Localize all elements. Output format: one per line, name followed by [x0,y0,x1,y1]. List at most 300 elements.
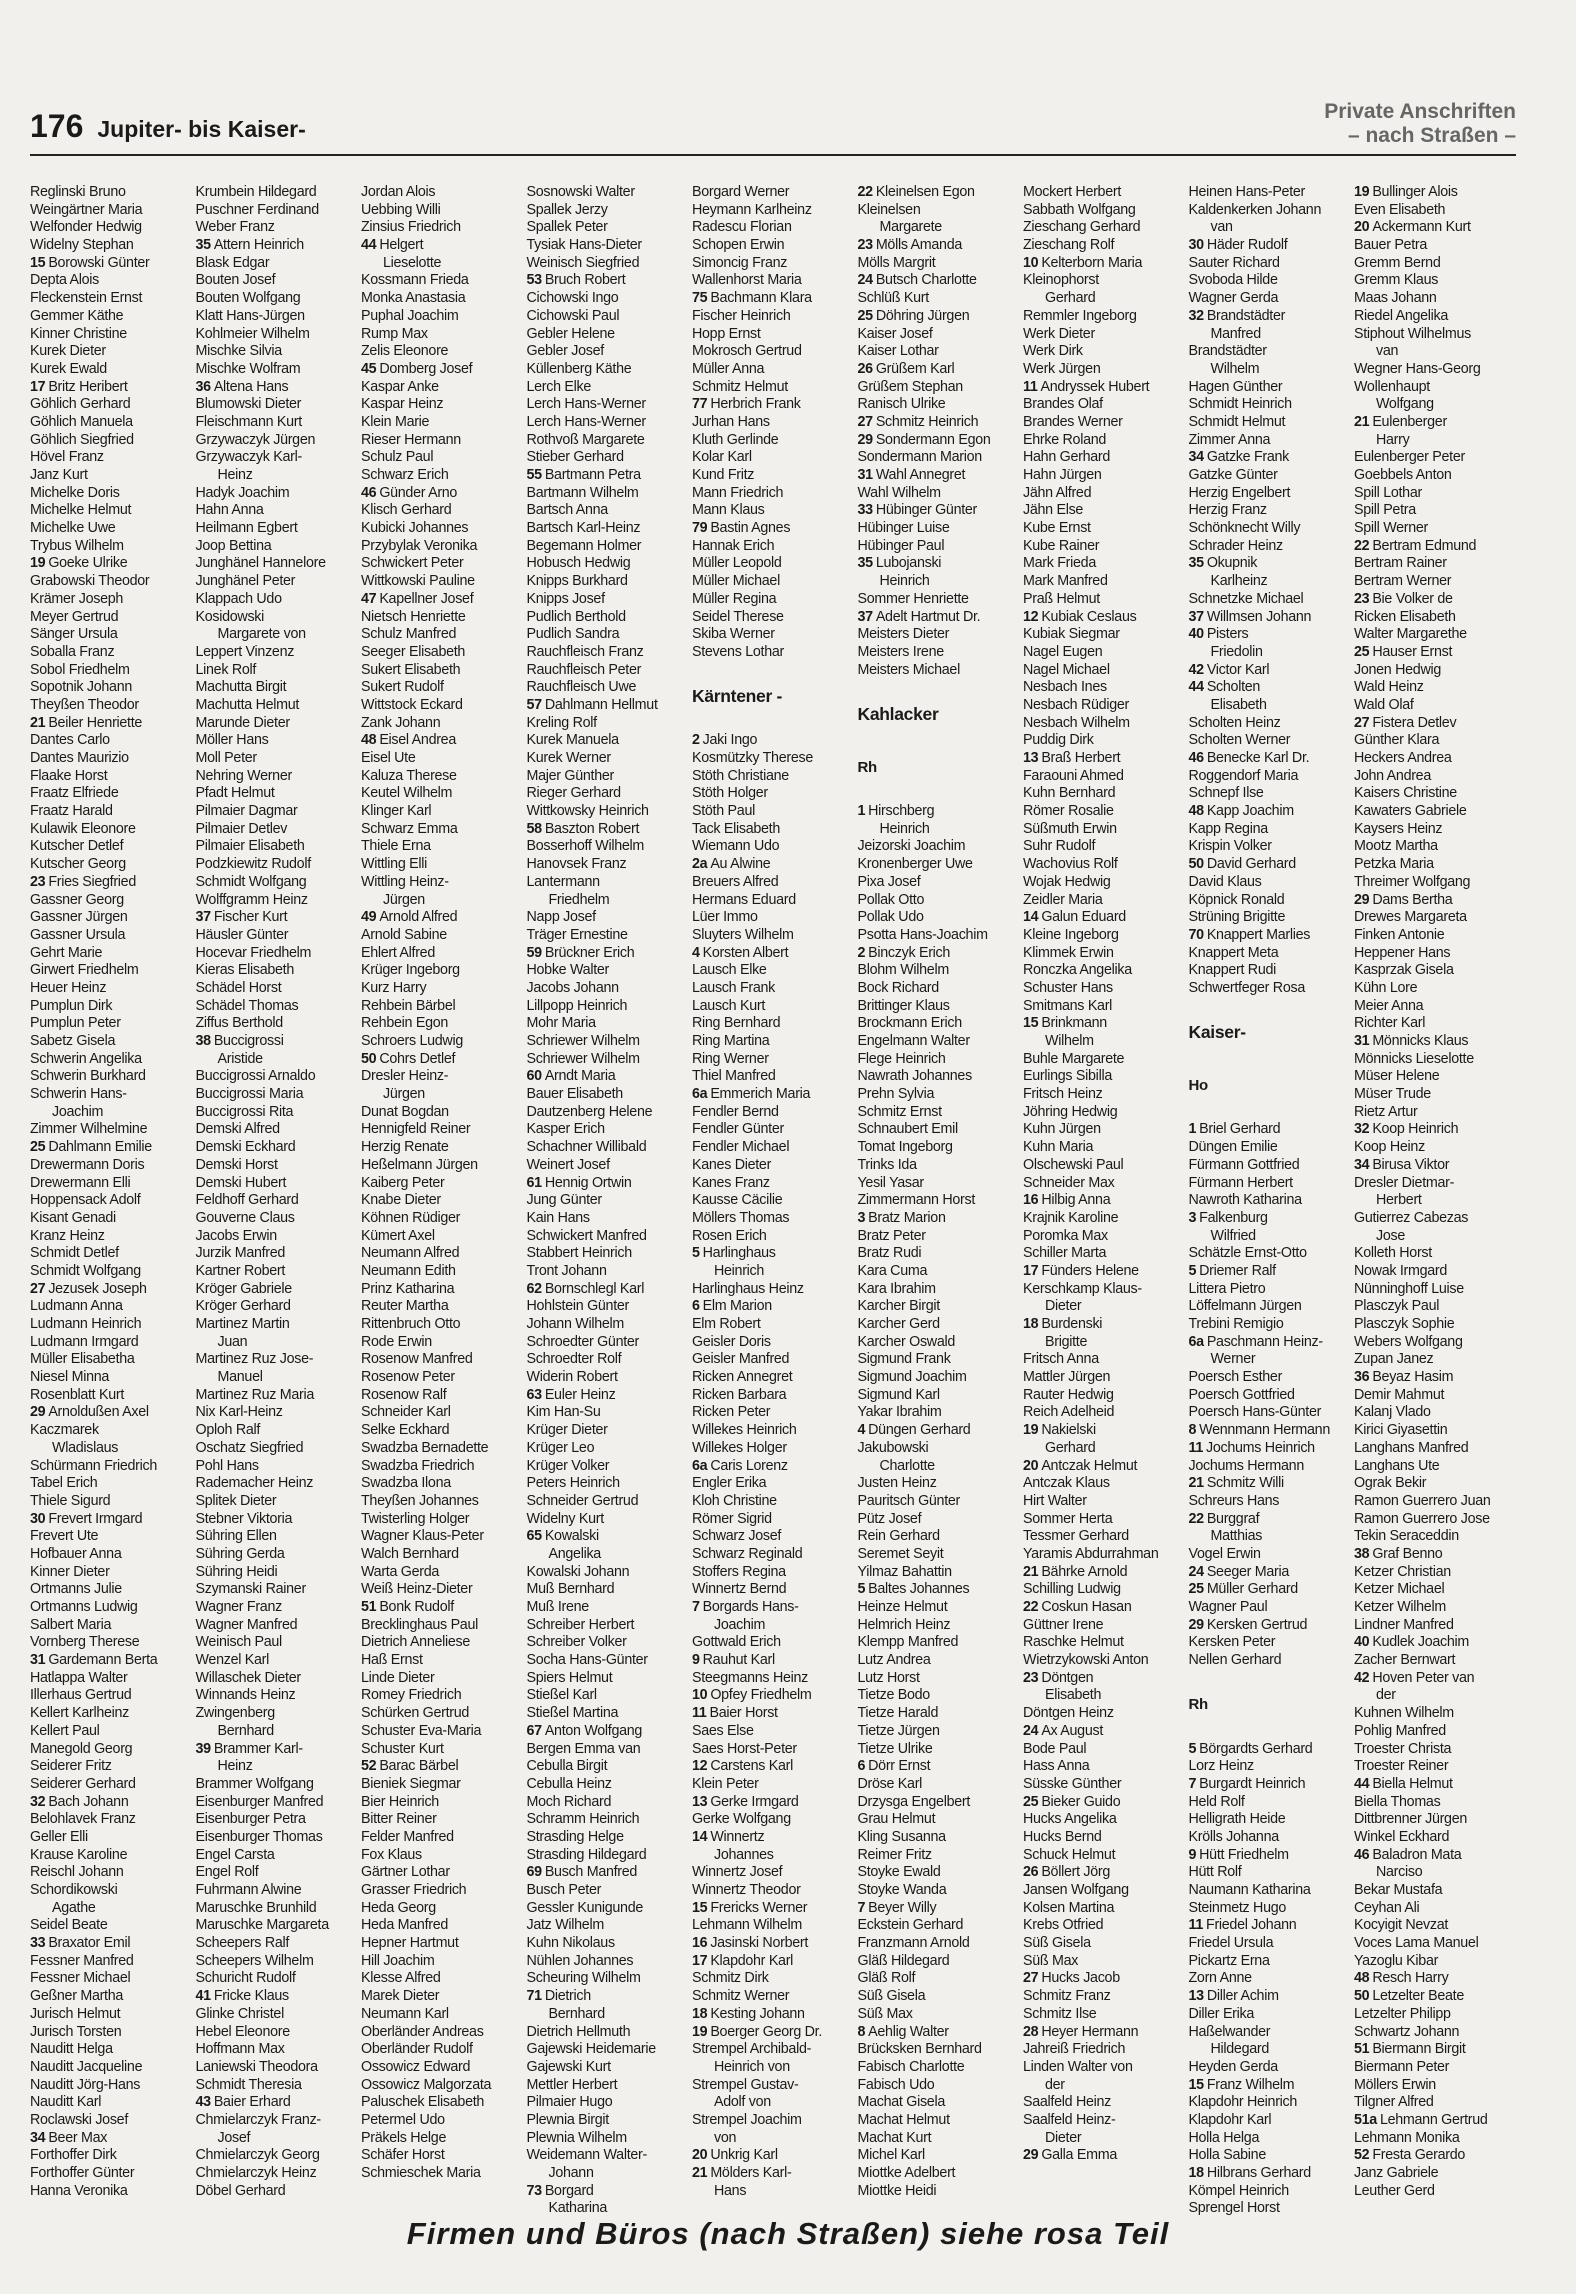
resident-entry: Knappert Rudi [1188,962,1277,979]
resident-entry: Eisenburger Petra [195,1811,306,1828]
resident-entry: Buccigrossi Rita [195,1103,294,1120]
resident-entry: Mattler Jürgen [1023,1369,1111,1386]
resident-entry: Mokrosch Gertrud [692,343,802,360]
resident-entry: Zieschang Gerhard [1023,219,1141,236]
resident-name: Döntgen [1041,1669,1094,1686]
resident-name: Letzelter Beate [1372,1988,1464,2005]
resident-entry: Schmieschek Maria [361,2165,481,2181]
resident-entry: Pilmaier Detlev [195,820,288,837]
resident-entry: Krüger Volker [526,1457,610,1474]
spacer [692,715,858,733]
resident-name: Fries Siegfried [48,873,136,890]
resident-entry: Ricken Barbara [692,1386,787,1403]
resident-entry: Schädel Thomas [195,997,299,1014]
house-number: 16 [692,1935,708,1952]
resident-entry: Lerch Hans-Werner [526,396,646,413]
resident-entry: Krämer Joseph [30,590,124,607]
resident-entry: Twisterling Holger [361,1510,470,1527]
resident-entry: Kisant Genadi [30,1209,116,1226]
resident-entry: Wegner Hans-Georg [1354,360,1481,377]
resident-name: Winnertz [710,1828,765,1845]
resident-entry [361,361,527,379]
resident-entry [1189,1988,1355,2006]
resident-entry: Grabowski Theodor [30,573,150,590]
resident-entry: Maas Johann [1354,290,1437,307]
resident-entry: Kinner Christine [30,325,127,342]
resident-entry [527,272,693,290]
resident-entry: Faraouni Ahmed [1023,767,1124,784]
resident-entry: Kellert Karlheinz [30,1705,129,1722]
directory-column [1023,184,1189,2164]
resident-entry: Kaysers Heinz [1354,820,1443,837]
resident-entry: Jurisch Helmut [30,2005,121,2022]
resident-entry: Saalfeld Heinz [1023,2094,1111,2111]
resident-entry [858,1210,1024,1228]
resident-entry: Borgard Werner [692,184,790,200]
resident-entry: Nauditt Jacqueline [30,2058,143,2075]
resident-entry: Pilmaier Elisabeth [195,838,305,855]
resident-entry: Schürmann Friedrich [30,1457,157,1474]
directory-column [361,184,527,2181]
resident-entry: Rosenblatt Kurt [30,1386,125,1403]
resident-entry: Seidel Beate [30,1917,108,1934]
resident-name: Eulenberger [1372,413,1447,430]
house-number: 23 [1023,1669,1039,1686]
resident-entry: Schädel Horst [195,979,282,996]
resident-name: Aehlig Walter [868,2023,949,2040]
resident-entry: Hohlstein Günter [526,1298,629,1315]
resident-entry: Fleckenstein Ernst [30,290,143,307]
house-number: 22 [1023,1599,1039,1615]
house-number: 50 [1354,1988,1370,2005]
resident-entry: Keutel Wilhelm [361,785,453,802]
resident-entry [1354,2147,1520,2165]
resident-entry [361,1051,527,1069]
resident-entry [1023,255,1189,273]
resident-entry: Zeidler Maria [1023,891,1103,908]
resident-entry: Jonen Hedwig [1354,661,1442,678]
resident-entry: Seiderer Fritz [30,1758,112,1775]
resident-entry: Stießel Karl [526,1687,597,1704]
resident-entry [1189,662,1355,680]
resident-entry: Sosnowski Walter [526,184,635,200]
resident-entry [1023,1015,1189,1033]
resident-name: Ax August [1041,1722,1103,1739]
house-number: 11 [1188,1917,1204,1934]
resident-entry: Linden Walter von [1023,2058,1133,2075]
resident-entry: Schroedter Rolf [526,1351,622,1368]
resident-entry: Schönknecht Willy [1188,520,1301,537]
resident-entry: Sigmund Joachim [857,1369,967,1386]
resident-entry [858,945,1024,963]
resident-entry: Demski Hubert [195,1174,287,1191]
resident-entry: Sommer Herta [1023,1510,1113,1527]
resident-entry [858,2024,1024,2042]
resident-name: Kesting Johann [710,2005,805,2022]
resident-entry: Süß Max [857,2005,913,2022]
resident-entry: Klein Peter [692,1775,759,1792]
resident-entry: Reimer Fritz [857,1846,932,1863]
resident-entry: Junghänel Hannelore [195,555,326,572]
resident-entry: Rehbein Egon [361,1015,449,1032]
resident-entry [1354,219,1520,237]
resident-entry [1354,591,1520,609]
resident-entry: Puschner Ferdinand [195,201,319,218]
resident-name: Jezusek Joseph [48,1280,147,1297]
house-number: 19 [692,2023,708,2040]
resident-entry: Spallek Jerzy [526,201,608,218]
entry-continuation: Friedhelm [548,891,610,908]
resident-entry: Lerch Elke [526,378,592,395]
entry-continuation: Charlotte [879,1457,935,1474]
resident-entry: Grzywaczyk Jürgen [195,431,316,448]
resident-entry: Kaspar Heinz [361,396,444,413]
resident-entry: Pohlig Manfred [1354,1722,1446,1739]
resident-entry: Schulz Paul [361,449,434,466]
resident-entry [1354,1121,1520,1139]
resident-name: Müller Gerhard [1206,1581,1298,1598]
resident-entry: Biermann Peter [1354,2058,1450,2075]
resident-entry: Geisler Doris [692,1333,771,1350]
resident-entry: Weidemann Walter- [526,2147,647,2164]
resident-entry: Jurhan Hans [692,413,770,430]
resident-entry: Lutz Horst [857,1669,920,1686]
house-number: 21 [1023,1563,1039,1580]
resident-entry: Mark Frieda [1023,555,1096,572]
resident-entry [692,856,858,874]
house-number: 73 [526,2182,542,2199]
resident-entry: Lausch Kurt [692,997,765,1014]
resident-entry: Nesbach Rüdiger [1023,696,1129,713]
resident-entry: Grzywaczyk Karl- [195,449,302,466]
house-number: 24 [857,272,873,289]
resident-name: Bie Volker de [1372,590,1453,607]
resident-entry: Jochums Hermann [1188,1457,1304,1474]
resident-entry: Kümert Axel [361,1227,435,1244]
resident-entry: Hocevar Friedhelm [195,944,312,961]
resident-entry: Schreiber Volker [526,1634,627,1651]
resident-entry: Nagel Michael [1023,661,1110,678]
resident-entry [1354,892,1520,910]
resident-name: Bachmann Klara [710,290,812,307]
resident-entry: Fendler Bernd [692,1103,779,1120]
resident-entry: Riedel Angelika [1354,307,1449,324]
house-number: 13 [1188,1988,1204,2005]
entry-continuation: Matthias [1210,1528,1263,1545]
resident-entry: Mölls Margrit [857,254,936,271]
resident-entry [1354,1670,1520,1688]
house-number: 20 [1023,1457,1039,1474]
house-number: 32 [30,1793,46,1810]
resident-entry: Saes Else [692,1722,754,1739]
house-number: 55 [526,467,542,483]
resident-entry: Seremet Seyit [857,1545,944,1562]
resident-name: Hilbrans Gerhard [1206,2165,1311,2182]
house-number: 37 [195,909,211,926]
resident-entry: Müser Trude [1354,1086,1431,1103]
resident-entry: Kanes Franz [692,1174,770,1191]
resident-entry [30,255,196,273]
resident-entry [196,379,362,397]
resident-entry: Klisch Gerhard [361,502,452,519]
resident-entry: Walter Margarethe [1354,626,1467,643]
entry-continuation: Johann [548,2165,594,2181]
resident-entry: Mark Manfred [1023,573,1108,590]
resident-entry: Eckstein Gerhard [857,1917,964,1934]
resident-entry [1189,803,1355,821]
resident-entry: Drewermann Elli [30,1174,131,1191]
resident-entry: Sänger Ursula [30,626,118,643]
resident-entry: Fritsch Anna [1023,1351,1099,1368]
resident-entry: Bier Heinrich [361,1793,439,1810]
resident-entry: Belohlavek Franz [30,1811,136,1828]
resident-entry: Kubicki Johannes [361,520,469,537]
resident-entry: Kosmützky Therese [692,750,813,767]
resident-entry: Nowak Irmgard [1354,1262,1448,1279]
resident-name: Bährke Arnold [1041,1563,1128,1580]
resident-entry [527,467,693,485]
resident-entry [692,2024,858,2042]
entry-continuation: Brigitte [1045,1333,1088,1350]
resident-entry: Schmitz Franz [1023,1988,1111,2005]
house-number: 7 [857,1899,866,1916]
resident-entry: Möllers Erwin [1354,2076,1436,2093]
directory-column [1354,184,1520,2199]
entry-continuation: Elisabeth [1210,696,1267,713]
resident-entry: Miottke Adelbert [857,2165,956,2182]
house-number: 29 [1023,2147,1039,2164]
resident-entry [1354,2112,1520,2130]
resident-entry: Mohr Maria [526,1015,596,1032]
resident-entry: Schreurs Hans [1188,1492,1280,1509]
resident-entry: Hepner Hartmut [361,1935,459,1952]
house-number: 22 [1354,537,1370,554]
entry-continuation: Dieter [1045,2129,1082,2146]
resident-entry: Bergen Emma van [526,1740,641,1757]
house-number: 34 [1188,449,1204,466]
resident-entry: Janz Kurt [30,467,88,483]
resident-entry: Muß Bernhard [526,1581,615,1598]
resident-name: Bartmann Petra [544,467,641,483]
house-number: 8 [857,2023,866,2040]
resident-entry: Sommer Henriette [857,590,969,607]
resident-name: Paschmann Heinz- [1206,1333,1323,1350]
resident-entry: Spill Lothar [1354,484,1422,501]
spacer [858,785,1024,803]
resident-entry: Fürmann Gottfried [1188,1156,1300,1173]
resident-entry: Bertram Rainer [1354,555,1447,572]
resident-entry: Arnold Sabine [361,926,447,943]
resident-entry [858,1900,1024,1918]
resident-name: Dietrich [544,1988,591,2005]
resident-entry: Müller Michael [692,573,780,590]
resident-entry [858,361,1024,379]
resident-entry [361,732,527,750]
resident-entry: Bauer Petra [1354,237,1427,254]
house-number: 6a [692,1086,708,1103]
resident-entry: Kreling Rolf [526,714,597,731]
resident-entry: Klein Marie [361,413,430,430]
house-number: 71 [526,1988,542,2005]
resident-entry: Willekes Holger [692,1439,787,1456]
house-number: 52 [1354,2147,1370,2164]
house-number: 5 [1188,1740,1197,1757]
resident-entry: Nesbach Ines [1023,679,1107,696]
resident-entry: Kröger Gerhard [195,1298,291,1315]
house-number: 10 [692,1687,708,1704]
resident-entry [1023,1723,1189,1741]
resident-entry: Schmitz Helmut [692,378,788,395]
resident-entry: Stieber Gerhard [526,449,624,466]
house-number: 26 [857,360,873,377]
resident-entry: Nesbach Wilhelm [1023,714,1130,731]
resident-entry: Heuer Heinz [30,979,107,996]
resident-entry [1189,1776,1355,1794]
resident-entry [361,909,527,927]
resident-name: Adelt Hartmut Dr. [875,608,981,625]
resident-entry: Eulenberger Peter [1354,449,1465,466]
house-number: 35 [1188,555,1204,572]
resident-name: Birusa Viktor [1372,1156,1450,1173]
resident-entry: Oberländer Rudolf [361,2041,473,2058]
resident-entry [692,2006,858,2024]
resident-entry: Köhnen Rüdiger [361,1209,461,1226]
resident-entry [1354,1847,1520,1865]
resident-entry: Dietrich Anneliese [361,1634,471,1651]
resident-entry [1023,750,1189,768]
resident-entry [1354,538,1520,556]
resident-entry: Wenzel Karl [195,1652,270,1669]
resident-entry: Heinen Hans-Peter [1188,184,1305,200]
entry-continuation: Gerhard [1045,1439,1096,1456]
resident-entry: Klimmek Erwin [1023,944,1114,961]
resident-entry: Mootz Martha [1354,838,1438,855]
resident-name: Grüßem Karl [875,360,955,377]
resident-entry [1354,1634,1520,1652]
resident-name: Brandstädter [1206,307,1286,324]
resident-entry: Düngen Emilie [1188,1139,1278,1156]
resident-entry: Dietrich Hellmuth [526,2023,631,2040]
resident-entry: Dantes Maurizio [30,750,129,766]
resident-name: Mölders Karl- [710,2165,792,2182]
house-number: 2a [692,856,708,873]
house-number: 13 [1023,750,1039,766]
resident-entry: Schrader Heinz [1188,537,1283,554]
resident-entry [1189,856,1355,874]
resident-entry: Flege Heinrich [857,1050,946,1067]
resident-entry: Fritsch Heinz [1023,1086,1103,1103]
entry-continuation: van [1376,343,1399,360]
resident-entry [1023,1864,1189,1882]
entry-continuation: Juan [217,1333,248,1350]
house-number: 20 [1354,219,1370,236]
resident-name: Frericks Werner [710,1899,808,1916]
resident-entry: Mischke Wolfram [195,360,301,377]
resident-name: Klapdohr Karl [710,1952,794,1969]
resident-entry: Rieser Hermann [361,431,461,448]
resident-name: Fricke Klaus [213,1988,289,2005]
resident-entry: Wollenhaupt [1354,378,1430,395]
resident-entry: Nünninghoff Luise [1354,1280,1464,1297]
resident-entry: Ceyhan Ali [1354,1899,1420,1916]
resident-entry: Müller Regina [692,590,777,607]
resident-name: Harlinghaus [702,1245,776,1262]
house-number: 79 [692,520,708,537]
resident-entry: Fendler Günter [692,1121,784,1138]
resident-entry: Peters Heinrich [526,1475,620,1492]
resident-entry: Hoffmann Max [195,2041,285,2058]
resident-entry: Engler Erika [692,1475,767,1492]
house-number: 6a [692,1457,708,1474]
resident-entry [361,1599,527,1617]
resident-entry: Schneider Gertrud [526,1492,639,1509]
resident-entry: Schuck Helmut [1023,1846,1116,1863]
resident-entry: Trebini Remigio [1188,1316,1284,1333]
resident-entry: Seeger Elisabeth [361,643,466,660]
resident-entry: Wagner Manfred [195,1616,298,1633]
resident-name: Bach Johann [48,1793,129,1810]
house-number: 46 [361,484,377,501]
resident-entry: Dantes Carlo [30,732,110,749]
resident-entry: Schwertfeger Rosa [1188,979,1305,996]
resident-entry: Schreiber Herbert [526,1616,635,1633]
resident-entry: Kohlmeier Wilhelm [195,325,310,342]
house-number: 6 [857,1758,866,1775]
resident-entry: Haßelwander [1188,2023,1271,2040]
house-number: 18 [1023,1316,1039,1332]
resident-entry: Kuhnen Wilhelm [1354,1705,1454,1722]
resident-entry: Ring Werner [692,1050,769,1067]
resident-entry [1023,1599,1189,1617]
resident-entry: Gassner Georg [30,891,124,908]
resident-entry: Knipps Burkhard [526,573,628,590]
resident-entry: Drewes Margareta [1354,909,1467,926]
resident-entry: Fabisch Udo [857,2076,935,2093]
resident-entry: Lerch Hans-Werner [526,413,646,430]
resident-entry: Koop Heinz [1354,1139,1425,1156]
resident-entry [1354,715,1520,733]
resident-entry [1189,1617,1355,1635]
resident-entry: Engel Rolf [195,1864,259,1881]
resident-entry: Schmidt Detlef [30,1245,119,1262]
resident-entry: Kirici Giyasettin [1354,1422,1448,1439]
resident-entry: Fraatz Elfriede [30,785,119,802]
resident-entry: Neumann Alfred [361,1245,460,1262]
resident-entry: Fabisch Charlotte [857,2058,965,2075]
house-number: 7 [692,1599,700,1616]
resident-name: Hilbig Anna [1041,1192,1111,1209]
resident-name: Hübinger Günter [875,502,978,519]
resident-entry: Fox Klaus [361,1846,422,1863]
resident-entry: Leppert Vinzenz [195,643,295,660]
resident-name: Baltes Johannes [868,1581,970,1598]
resident-entry: Bartmann Wilhelm [526,484,639,501]
resident-name: David Gerhard [1206,856,1296,873]
resident-entry: Schmidt Heinrich [1188,396,1292,413]
resident-entry: Müser Helene [1354,1068,1440,1085]
resident-entry: Mann Klaus [692,502,765,519]
resident-entry: Jähn Alfred [1023,484,1092,501]
house-number: 25 [857,307,873,324]
resident-entry: Kurek Manuela [526,732,619,749]
house-number: 31 [30,1652,46,1669]
resident-entry: Thiele Sigurd [30,1492,111,1509]
resident-entry: Pickartz Erna [1188,1952,1270,1969]
resident-entry: Lehmann Wilhelm [692,1917,802,1934]
resident-entry [1189,1210,1355,1228]
resident-entry [30,1794,196,1812]
resident-entry: Kaiberg Peter [361,1174,445,1191]
